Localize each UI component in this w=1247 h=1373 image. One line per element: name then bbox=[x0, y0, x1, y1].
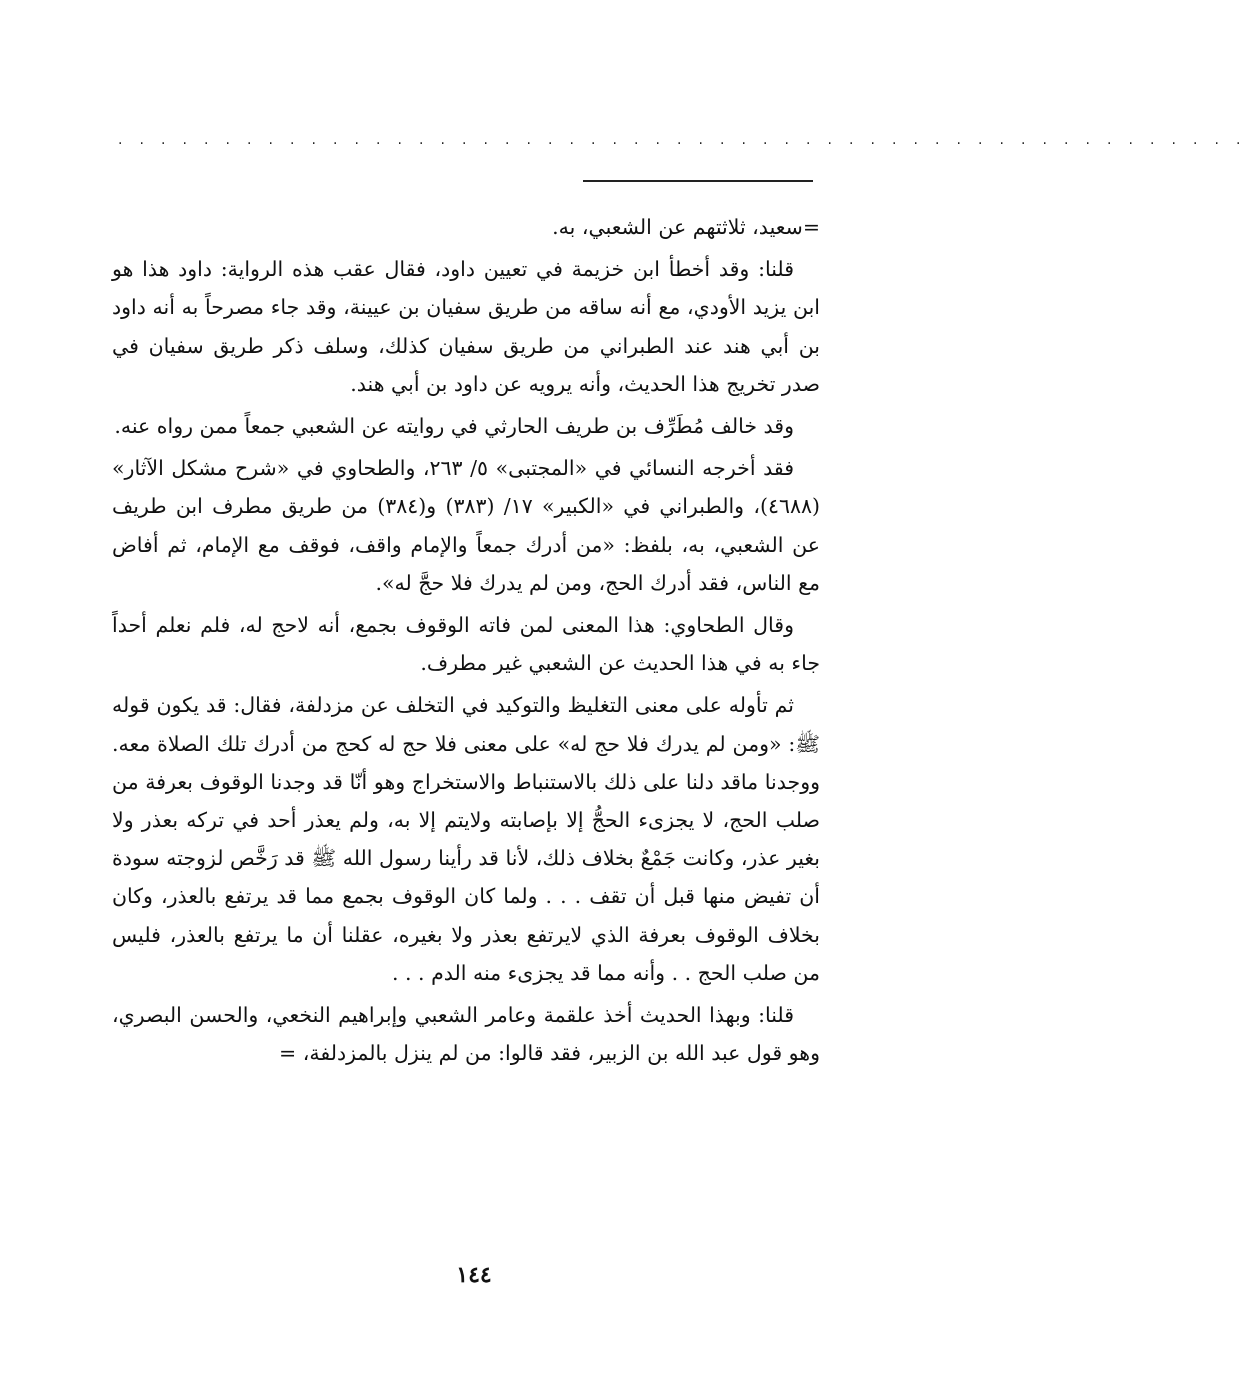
footnote-text bbox=[112, 208, 820, 1076]
page-number: ١٤٤ bbox=[456, 1262, 492, 1288]
paragraph-tahawi-interpretation: ثم تأوله على معنى التغليظ والتوكيد في التخلف عن مزدلفة، فقال: قد يكون قوله ﷺ: «ومن لم يدرك فلا حج له» على معنى فلا حج له كحج من أدرك تلك الصلاة معه. ووجدنا ماقد دلنا على ذلك بالاستنباط والاستخراج وهو أنّا قد وجدنا الوقوف بعرفة من صلب الحج، لا يجزىء الحجُّ إلا بإصابته ولايتم إلا به، ولم يعذر أحد في تركه بعذر ولا بغير عذر، وكانت جَمْعٌ بخلاف ذلك، لأنا قد رأينا رسول الله ﷺ قد رَخَّص لزوجته سودة أن تفيض منها قبل أن تقف . . . ولما كان الوقوف بجمع مما قد يرتفع بالعذر، وكان بخلاف الوقوف بعرفة الذي لايرتفع بعذر ولا بغيره، عقلنا أن ما يرتفع بالعذر، فليس من صلب الحج . . وأنه مما قد يجزىء منه الدم . . . bbox=[112, 693, 820, 985]
footnote-separator-dots: . . . . . . . . . . . . . . . . . . . . . . . . . . . . . . . . . . . . . . . . . . . . . . . . . . . . . bbox=[118, 132, 1247, 148]
paragraph-ibn-khuzaymah-error: قلنا: وقد أخطأ ابن خزيمة في تعيين داود، فقال عقب هذه الرواية: داود هذا هو ابن يزيد الأودي، مع أنه ساقه من طريق سفيان بن عيينة، وقد جاء مصرحاً به أنه داود بن أبي هند عند الطبراني من طريق سفيان كذلك، وسلف ذكر طريق سفيان في صدر تخريج هذا الحديث، وأنه يرويه عن داود بن أبي هند. bbox=[112, 257, 820, 396]
paragraph-takhrij: فقد أخرجه النسائي في «المجتبى» ٥/ ٢٦٣، والطحاوي في «شرح مشكل الآثار» (٤٦٨٨)، والطبراني في «الكبير» ١٧/ (٣٨٣) و(٣٨٤) من طريق مطرف ابن طريف عن الشعبي، به، بلفظ: «من أدرك جمعاً والإمام واقف، فوقف مع الإمام، ثم أفاض مع الناس، فقد أدرك الحج، ومن لم يدرك فلا حجَّ له». bbox=[112, 456, 820, 595]
paragraph-scholars-opinion: قلنا: وبهذا الحديث أخذ علقمة وعامر الشعبي وإبراهيم النخعي، والحسن البصري، وهو قول عبد الله بن الزبير، فقد قالوا: من لم ينزل بالمزدلفة، = bbox=[112, 1003, 820, 1066]
footnote-rule bbox=[583, 180, 813, 182]
paragraph-mutarrif-divergence: وقد خالف مُطَرِّف بن طريف الحارثي في روايته عن الشعبي جمعاً ممن رواه عنه. bbox=[114, 414, 794, 439]
paragraph-continuation: =سعيد، ثلاثتهم عن الشعبي، به. bbox=[552, 215, 820, 239]
paragraph-tahawi-statement: وقال الطحاوي: هذا المعنى لمن فاته الوقوف بجمع، أنه لاحج له، فلم نعلم أحداً جاء به في هذا الحديث عن الشعبي غير مطرف. bbox=[112, 613, 820, 676]
